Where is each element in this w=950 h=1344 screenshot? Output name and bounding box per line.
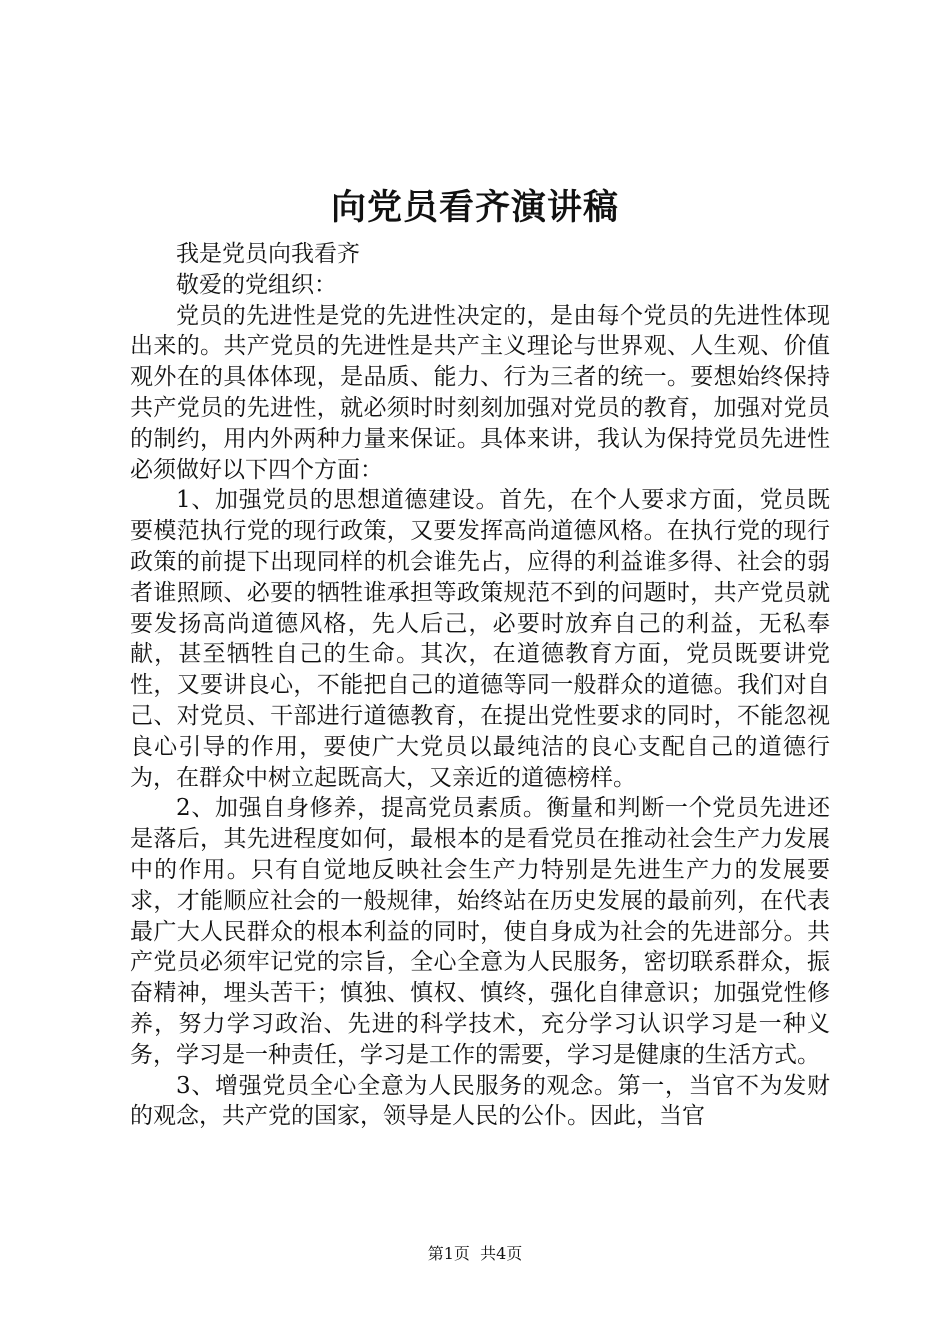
document-body [130, 239, 830, 1132]
paragraph-subtitle: 我是党员向我看齐 [176, 241, 360, 267]
paragraph-intro: 党员的先进性是党的先进性决定的，是由每个党员的先进性体现出来的。共产党员的先进性是共产主义理论与世界观、人生观、价值观外在的具体体现，是品质、能力、行为三者的统一。要想始终保持共产党员的先进性，就必须时时刻刻加强对党员的教育，加强对党员的制约，用内外两种力量来保证。具体来讲，我认为保持党员先进性必须做好以下四个方面： [130, 302, 830, 483]
document-title: 向党员看齐演讲稿 [330, 187, 619, 228]
paragraph-point-3: 3、增强党员全心全意为人民服务的观念。第一，当官不为发财的观念，共产党的国家，领导是人民的公仆。因此，当官 [130, 1072, 830, 1130]
page-footer: 第1页 共4页 [427, 1244, 523, 1263]
paragraph-point-2: 2、加强自身修养，提高党员素质。衡量和判断一个党员先进还是落后，其先进程度如何，最根本的是看党员在推动社会生产力发展中的作用。只有自觉地反映社会生产力特别是先进生产力的发展要求，才能顺应社会的一般规律，始终站在历史发展的最前列，在代表最广大人民群众的根本利益的同时，使自身成为社会的先进部分。共产党员必须牢记党的宗旨，全心全意为人民服务，密切联系群众，振奋精神，埋头苦干；慎独、慎权、慎终，强化自律意识；加强党性修养，努力学习政治、先进的科学技术，充分学习认识学习是一种义务，学习是一种责任，学习是工作的需要，学习是健康的生活方式。 [130, 795, 830, 1068]
paragraph-salutation: 敬爱的党组织： [176, 271, 337, 298]
paragraph-point-1: 1、加强党员的思想道德建设。首先，在个人要求方面，党员既要模范执行党的现行政策，又要发挥高尚道德风格。在执行党的现行政策的前提下出现同样的机会谁先占，应得的利益谁多得、社会的弱者谁照顾、必要的牺牲谁承担等政策规范不到的问题时，共产党员就要发扬高尚道德风格，先人后己，必要时放弃自己的利益，无私奉献，甚至牺牲自己的生命。其次，在道德教育方面，党员既要讲党性，又要讲良心，不能把自己的道德等同一般群众的道德。我们对自己、对党员、干部进行道德教育，在提出党性要求的同时，不能忽视良心引导的作用，要使广大党员以最纯洁的良心支配自己的道德行为，在群众中树立起既高大，又亲近的道德榜样。 [130, 487, 830, 791]
